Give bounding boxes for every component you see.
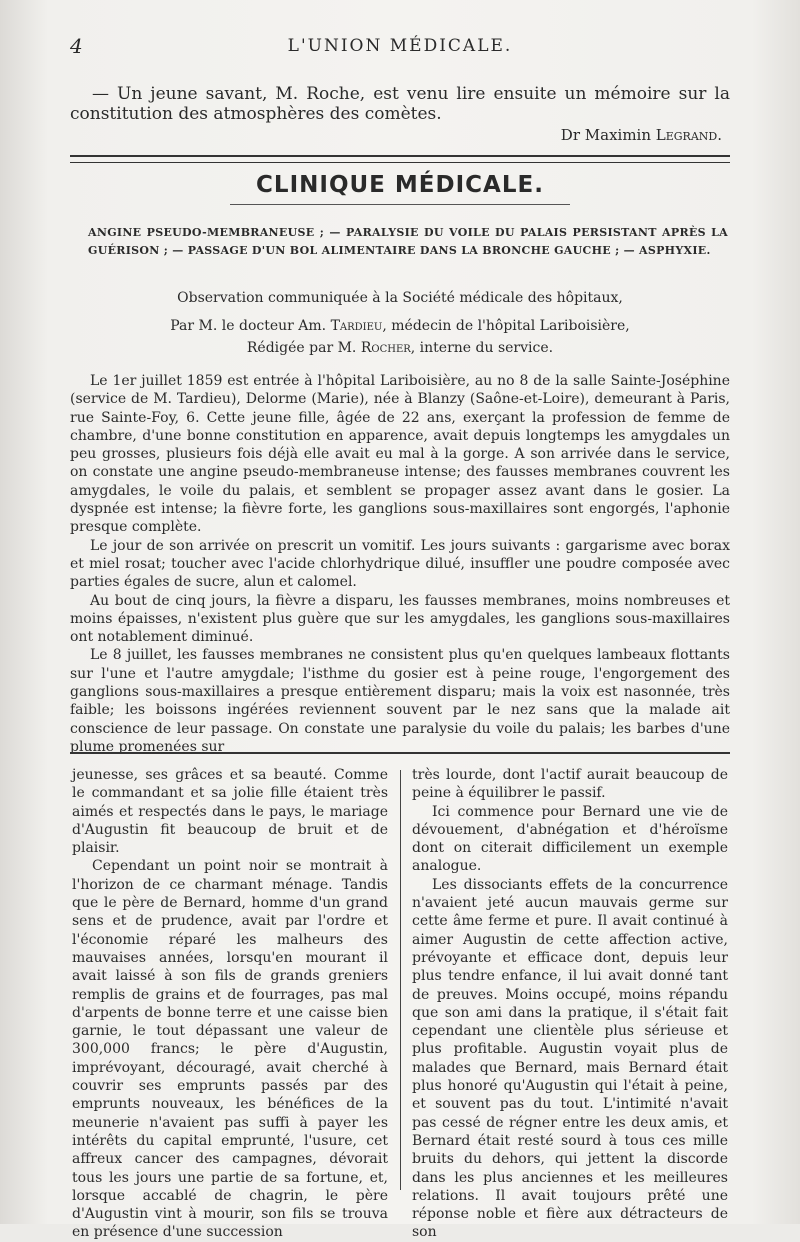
feuilleton-right-column bbox=[412, 766, 728, 1242]
signature-name: Legrand. bbox=[655, 126, 722, 144]
page-header bbox=[70, 34, 730, 60]
feuilleton-paragraph: Cependant un point noir se montrait à l'horizon de ce charmant ménage. Tandis que le père de Bernard, homme d'un grand sens et de prudence, avait par l'ordre et l'économie réparé les malheurs des mauvaises années, lorsqu'en mourant il avait laissé à son fils de grands greniers remplis de grains et de fourrages, pas mal d'arpents de bonne terre et une caisse bien garnie, le tout dépassant une valeur de 300,000 francs; le père d'Augustin, imprévoyant, découragé, avait cherché à couvrir ses emprunts passés par des emprunts nouveaux, les bénéfices de la meunerie n'avaient pas suffi à payer les intérêts du capital emprunté, l'usure, cet affreux cancer des campagnes, dévorait tous les jours une partie de sa fortune, et, lorsque accablé de chagrin, le père d'Augustin vint à mourir, son fils se trouva en présence d'une succession bbox=[72, 858, 388, 1241]
feuilleton-paragraph: Les dissociants effets de la concurrence n'avaient jeté aucun mauvais germe sur cette âme ferme et pure. Il avait continué à aimer Augustin de cette affection active, prévoyante et efficace dont, depuis leur plus tendre enfance, il lui avait donné tant de preuves. Moins occupé, moins répandu que son ami dans la pratique, il s'était fait cependant une clientèle plus sérieuse et plus profitable. Augustin voyait plus de malades que Bernard, mais Bernard était plus honoré qu'Augustin qui l'était à peine, et souvent pas du tout. L'intimité n'avait pas cessé de régner entre les deux amis, et Bernard était resté sourd à tous ces mille bruits du dehors, qui jettent la discorde dans les plus anciennes et les meilleures relations. Il avait toujours prêté une réponse noble et fière aux détracteurs de son bbox=[412, 876, 728, 1241]
body-paragraph: Le 1er juillet 1859 est entrée à l'hôpital Lariboisière, au no 8 de la salle Sainte-Joséphine (service de M. Tardieu), Delorme (Marie), née à Blanzy (Saône-et-Loire), demeurant à Paris, rue Sainte-Foy, 6. Cette jeune fille, âgée de 22 ans, exerçant la profession de femme de chambre, d'une bonne constitution en apparence, avait depuis longtemps les amygdales un peu grosses, plusieurs fois déjà elle avait eu mal à la gorge. A son arrivée dans le service, on constate une angine pseudo-membraneuse intense; des fausses membranes couvrent les amygdales, le voile du palais, et semblent se propager assez avant dans le gosier. La dyspnée est intense; la fièvre forte, les ganglions sous-maxillaires sont engorgés, l'aphonie presque complète. bbox=[70, 373, 730, 536]
section-title: CLINIQUE MÉDICALE. bbox=[256, 172, 544, 198]
editor-line bbox=[0, 340, 800, 356]
body-paragraph: Au bout de cinq jours, la fièvre a disparu, les fausses membranes, moins nombreuses et moins épaisses, n'existent plus guère que sur les amygdales, les ganglions sous-maxillaires ont notablement diminué. bbox=[70, 592, 730, 646]
signature-prefix: Dr Maximin bbox=[560, 126, 656, 144]
running-title: L'UNION MÉDICALE. bbox=[287, 36, 513, 56]
section-divider bbox=[70, 155, 730, 163]
feuilleton-divider bbox=[70, 752, 730, 754]
feuilleton-paragraph: très lourde, dont l'actif aurait beaucoup de peine à équilibrer le passif. bbox=[412, 767, 728, 802]
page-number: 4 bbox=[70, 34, 83, 58]
author-signature bbox=[561, 126, 722, 144]
body-paragraph: Le 8 juillet, les fausses membranes ne consistent plus qu'en quelques lambeaux flottants sur l'une et l'autre amygdale; l'isthme du gosier est à peine rouge, l'engorgement des ganglions sous-maxillaires a presque entièrement disparu; mais la voix est nasonnée, très faible; les boissons ingérées reviennent souvent par le nez sans que la malade ait conscience de leur passage. On constate une paralysie du voile du palais; les barbes d'une plume promenées sur bbox=[70, 647, 730, 755]
feuilleton-left-column bbox=[72, 766, 388, 1242]
feuilleton-paragraph: Ici commence pour Bernard une vie de dévouement, d'abnégation et d'héroïsme dont on citerait difficilement un exemple analogue. bbox=[412, 803, 728, 875]
editor-name: Rocher bbox=[360, 340, 411, 356]
author-line bbox=[0, 318, 800, 334]
case-title: ANGINE PSEUDO-MEMBRANEUSE ; — PARALYSIE DU VOILE DU PALAIS PERSISTANT APRÈS LA GUÉRISON ; — PASSAGE D'UN BOL ALIMENTAIRE DANS LA BRONCHE GAUCHE ; — ASPHYXIE. bbox=[88, 226, 728, 257]
case-report-body bbox=[70, 372, 730, 756]
body-paragraph: Le jour de son arrivée on prescrit un vomitif. Les jours suivants : gargarisme avec borax et miel rosat; toucher avec l'acide chlorhydrique dilué, insuffler une poudre composée avec parties égales de sucre, alun et calomel. bbox=[70, 537, 730, 591]
editor-prefix: Rédigée par M. bbox=[246, 340, 361, 356]
editor-suffix: , interne du service. bbox=[410, 340, 554, 356]
intro-paragraph: — Un jeune savant, M. Roche, est venu lire ensuite un mémoire sur la constitution des atmosphères des comètes. bbox=[70, 84, 730, 124]
observation-line: Observation communiquée à la Société médicale des hôpitaux, bbox=[177, 290, 623, 306]
author-name: Tardieu bbox=[330, 318, 383, 334]
author-prefix: Par M. le docteur Am. bbox=[170, 318, 331, 334]
intro-paragraph-block bbox=[70, 84, 730, 124]
author-suffix: , médecin de l'hôpital Lariboisière, bbox=[382, 318, 630, 334]
column-divider bbox=[400, 770, 401, 1190]
feuilleton-paragraph: jeunesse, ses grâces et sa beauté. Comme le commandant et sa jolie fille étaient très aimés et respectés dans le pays, le mariage d'Augustin fit beaucoup de bruit et de plaisir. bbox=[72, 767, 388, 857]
title-underline bbox=[230, 204, 570, 205]
